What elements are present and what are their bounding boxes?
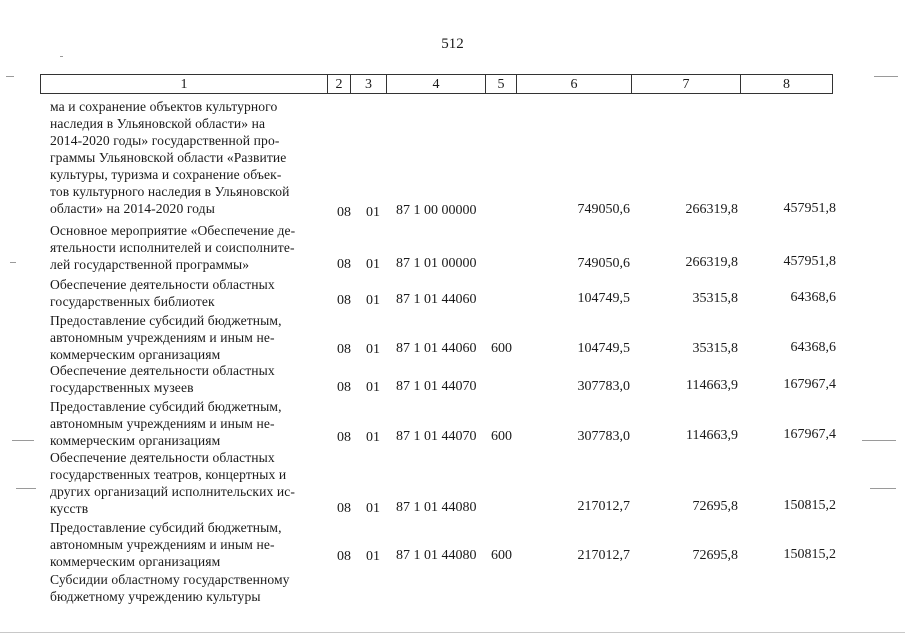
row-subsection: 01 xyxy=(366,430,380,445)
row-amount-8: 167967,4 xyxy=(783,377,836,392)
row-amount-6: 749050,6 xyxy=(577,202,630,217)
row-description: Обеспечение деятельности областных государственных музеев xyxy=(50,363,275,395)
row-amount-6: 104749,5 xyxy=(577,291,630,306)
scan-speck xyxy=(862,440,896,441)
row-target-code: 87 1 01 44070 xyxy=(396,429,477,444)
header-col-8: 8 xyxy=(740,74,833,94)
row-subsection: 01 xyxy=(366,501,380,516)
row-section: 08 xyxy=(337,380,351,395)
scan-speck xyxy=(60,56,63,57)
scan-speck xyxy=(12,440,34,441)
row-description: Субсидии областному государственному бюджетному учреждению культуры xyxy=(50,572,290,604)
row-target-code: 87 1 01 44060 xyxy=(396,292,477,307)
row-section: 08 xyxy=(337,257,351,272)
row-section: 08 xyxy=(337,205,351,220)
row-amount-7: 35315,8 xyxy=(692,291,738,306)
row-section: 08 xyxy=(337,342,351,357)
row-amount-7: 72695,8 xyxy=(692,499,738,514)
row-description: Предоставление субсидий бюджетным, автономным учреждениям и иным не- коммерческим организациям xyxy=(50,520,282,569)
row-amount-6: 307783,0 xyxy=(577,379,630,394)
row-amount-6: 104749,5 xyxy=(577,341,630,356)
row-subsection: 01 xyxy=(366,549,380,564)
row-amount-8: 457951,8 xyxy=(783,254,836,269)
header-col-3: 3 xyxy=(350,74,386,94)
row-target-code: 87 1 01 44080 xyxy=(396,548,477,563)
header-col-1: 1 xyxy=(40,74,327,94)
scan-speck xyxy=(870,488,896,489)
row-subsection: 01 xyxy=(366,342,380,357)
row-subsection: 01 xyxy=(366,293,380,308)
row-amount-6: 307783,0 xyxy=(577,429,630,444)
header-col-2: 2 xyxy=(327,74,350,94)
row-amount-7: 114663,9 xyxy=(686,378,738,393)
row-description: Обеспечение деятельности областных государственных библиотек xyxy=(50,277,275,309)
row-amount-8: 457951,8 xyxy=(783,201,836,216)
row-description: Основное мероприятие «Обеспечение де- ятельности исполнителей и соисполните- лей государственной программы» xyxy=(50,223,296,272)
row-amount-7: 266319,8 xyxy=(685,255,738,270)
row-description: Предоставление субсидий бюджетным, автономным учреждениям и иным не- коммерческим организациям xyxy=(50,399,282,448)
row-amount-8: 150815,2 xyxy=(783,498,836,513)
row-expense-type: 600 xyxy=(491,548,512,563)
row-amount-6: 217012,7 xyxy=(577,499,630,514)
row-amount-6: 217012,7 xyxy=(577,548,630,563)
scan-speck xyxy=(10,262,16,263)
row-section: 08 xyxy=(337,293,351,308)
row-amount-7: 72695,8 xyxy=(692,548,738,563)
row-subsection: 01 xyxy=(366,205,380,220)
row-amount-8: 64368,6 xyxy=(790,340,836,355)
row-section: 08 xyxy=(337,549,351,564)
row-description: Обеспечение деятельности областных государственных театров, концертных и других организаций исполнительских ис- кусств xyxy=(50,450,295,516)
row-amount-6: 749050,6 xyxy=(577,256,630,271)
row-target-code: 87 1 01 00000 xyxy=(396,256,477,271)
row-target-code: 87 1 01 44060 xyxy=(396,341,477,356)
row-amount-8: 167967,4 xyxy=(783,427,836,442)
scan-speck xyxy=(6,76,14,77)
row-amount-7: 114663,9 xyxy=(686,428,738,443)
row-description: Предоставление субсидий бюджетным, автономным учреждениям и иным не- коммерческим организациям xyxy=(50,313,282,362)
row-expense-type: 600 xyxy=(491,341,512,356)
header-col-5: 5 xyxy=(485,74,516,94)
row-subsection: 01 xyxy=(366,257,380,272)
scan-edge xyxy=(0,632,905,633)
scan-speck xyxy=(874,76,898,77)
header-col-4: 4 xyxy=(386,74,485,94)
row-section: 08 xyxy=(337,430,351,445)
row-target-code: 87 1 01 44070 xyxy=(396,379,477,394)
row-subsection: 01 xyxy=(366,380,380,395)
scan-speck xyxy=(16,488,36,489)
row-amount-8: 64368,6 xyxy=(790,290,836,305)
row-expense-type: 600 xyxy=(491,429,512,444)
row-target-code: 87 1 00 00000 xyxy=(396,203,477,218)
row-amount-8: 150815,2 xyxy=(783,547,836,562)
row-amount-7: 266319,8 xyxy=(685,202,738,217)
row-amount-7: 35315,8 xyxy=(692,341,738,356)
row-description: ма и сохранение объектов культурного наследия в Ульяновской области» на 2014-2020 годы» государственной про- граммы Ульяновской области «Развитие культуры, туризма и сохранение объек- тов культурного наследия в Ульяновской области» на 2014-2020 годы xyxy=(50,99,290,216)
row-section: 08 xyxy=(337,501,351,516)
header-col-7: 7 xyxy=(631,74,740,94)
page-number: 512 xyxy=(441,36,464,52)
header-col-6: 6 xyxy=(516,74,631,94)
row-target-code: 87 1 01 44080 xyxy=(396,500,477,515)
